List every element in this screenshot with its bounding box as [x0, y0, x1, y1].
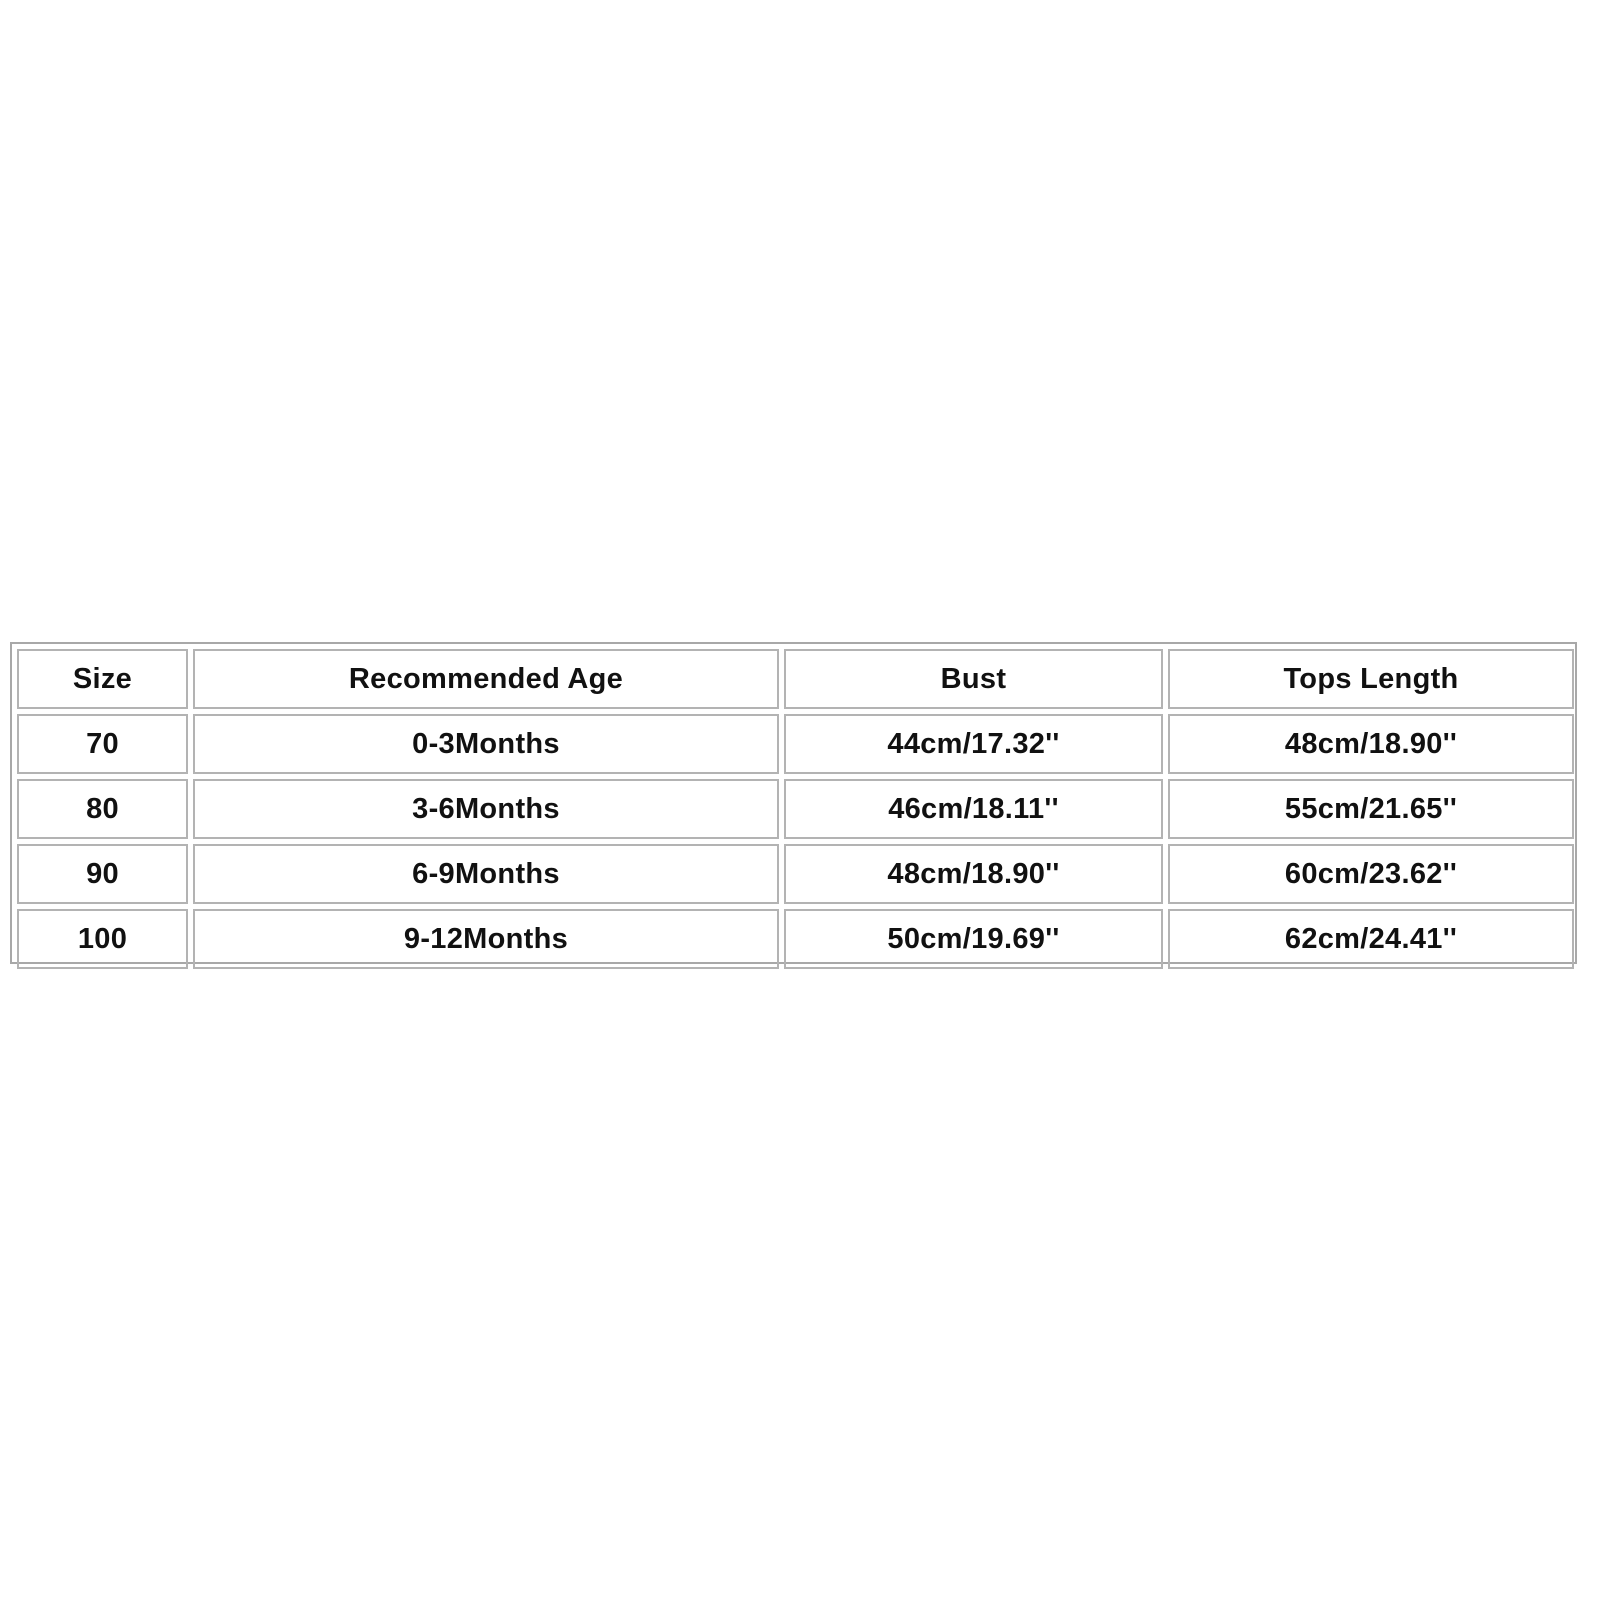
- header-tops-length: Tops Length: [1168, 649, 1574, 709]
- cell-bust: 44cm/17.32'': [784, 714, 1163, 774]
- cell-tops-length: 55cm/21.65'': [1168, 779, 1574, 839]
- table-row: [17, 779, 1574, 839]
- cell-recommended-age: 3-6Months: [193, 779, 779, 839]
- table-row: [17, 714, 1574, 774]
- cell-tops-length: 62cm/24.41'': [1168, 909, 1574, 969]
- cell-tops-length: 60cm/23.62'': [1168, 844, 1574, 904]
- cell-tops-length: 48cm/18.90'': [1168, 714, 1574, 774]
- cell-recommended-age: 6-9Months: [193, 844, 779, 904]
- cell-recommended-age: 9-12Months: [193, 909, 779, 969]
- cell-bust: 48cm/18.90'': [784, 844, 1163, 904]
- cell-bust: 50cm/19.69'': [784, 909, 1163, 969]
- size-table: [12, 644, 1579, 974]
- cell-recommended-age: 0-3Months: [193, 714, 779, 774]
- cell-size: 90: [17, 844, 188, 904]
- header-recommended-age: Recommended Age: [193, 649, 779, 709]
- table-row: [17, 844, 1574, 904]
- cell-size: 100: [17, 909, 188, 969]
- table-header-row: [17, 649, 1574, 709]
- cell-bust: 46cm/18.11'': [784, 779, 1163, 839]
- cell-size: 70: [17, 714, 188, 774]
- cell-size: 80: [17, 779, 188, 839]
- table-row: [17, 909, 1574, 969]
- header-size: Size: [17, 649, 188, 709]
- header-bust: Bust: [784, 649, 1163, 709]
- size-chart: [10, 642, 1577, 964]
